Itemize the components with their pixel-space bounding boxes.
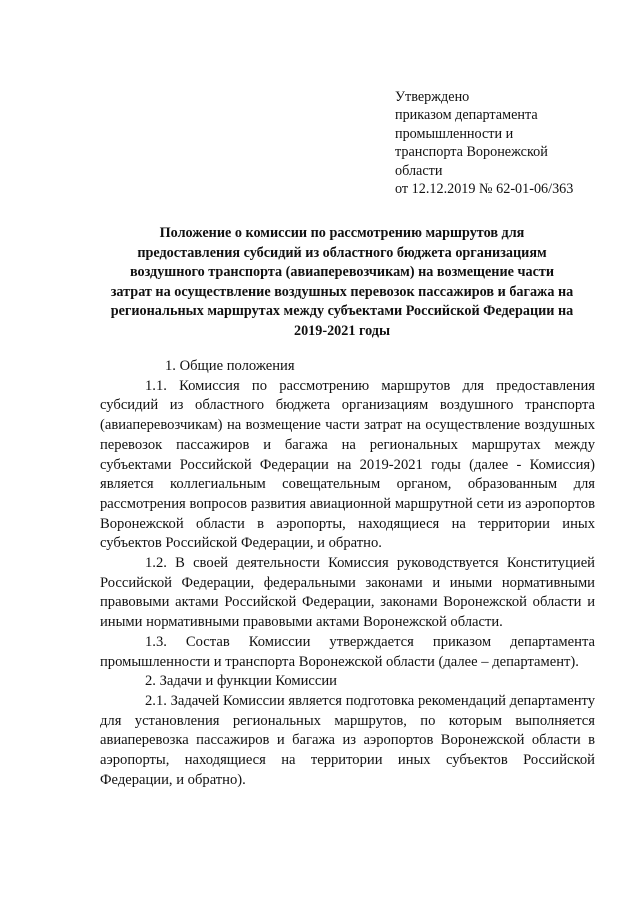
section-heading-tasks: 2. Задачи и функции Комиссии [145,673,337,690]
document-title [96,224,588,342]
approval-line: области [395,162,443,179]
document-body [100,357,595,790]
approval-stamp [395,88,635,198]
title-line: региональных маршрутах между субъектами Российской Федерации на [110,303,574,320]
approval-line: промышленности и [395,125,514,142]
approval-line: Утверждено [395,89,470,105]
paragraph-1-3: 1.3. Состав Комиссии утверждается приказом департамента промышленности и транспорта Воронежской области (далее – департамент). [100,633,595,670]
paragraph-1-2: 1.2. В своей деятельности Комиссия руководствуется Конституцией Российской Федерации, федеральными законами и иными нормативными правовыми актами Российской Федерации, законами Воронежской области и иными нормативными правовыми актами Воронежской области. [100,555,595,631]
title-line: затрат на осуществление воздушных перевозок пассажиров и багажа на [110,283,574,300]
paragraph-1-1: 1.1. Комиссия по рассмотрению маршрутов для предоставления субсидий из областного бюджета организациям воздушного транспорта (авиаперевозчикам) на возмещение части затрат на осуществление воздушных перевозок пассажиров и багажа на региональных маршрутах между субъектами Российской Федерации на 2019-2021 годы (далее - Комиссия) является коллегиальным совещательным органом, образованным для рассмотрения вопросов развития авиационной маршрутной сети из аэропортов Воронежской области в аэропорты, находящиеся на территории иных субъектов Российской Федерации, и обратно. [100,377,595,552]
title-line: 2019-2021 годы [293,322,391,339]
paragraph-2-1: 2.1. Задачей Комиссии является подготовка рекомендаций департаменту для установления региональных маршрутов, по которым выполняется авиаперевозка пассажиров и багажа из аэропортов Воронежской области в аэропорты, находящиеся на территории иных субъектов Российской Федерации, и обратно). [100,692,595,788]
approval-line: транспорта Воронежской [395,144,548,161]
approval-order-number: от 12.12.2019 № 62-01-06/363 [395,181,574,198]
approval-line: приказом департамента [395,107,538,124]
title-line: Положение о комиссии по рассмотрению маршрутов для [159,225,525,241]
section-heading-general: 1. Общие положения [165,358,295,374]
title-line: воздушного транспорта (авиаперевозчикам) на возмещение части [129,264,555,281]
title-line: предоставления субсидий из областного бюджета организациям [137,244,547,261]
